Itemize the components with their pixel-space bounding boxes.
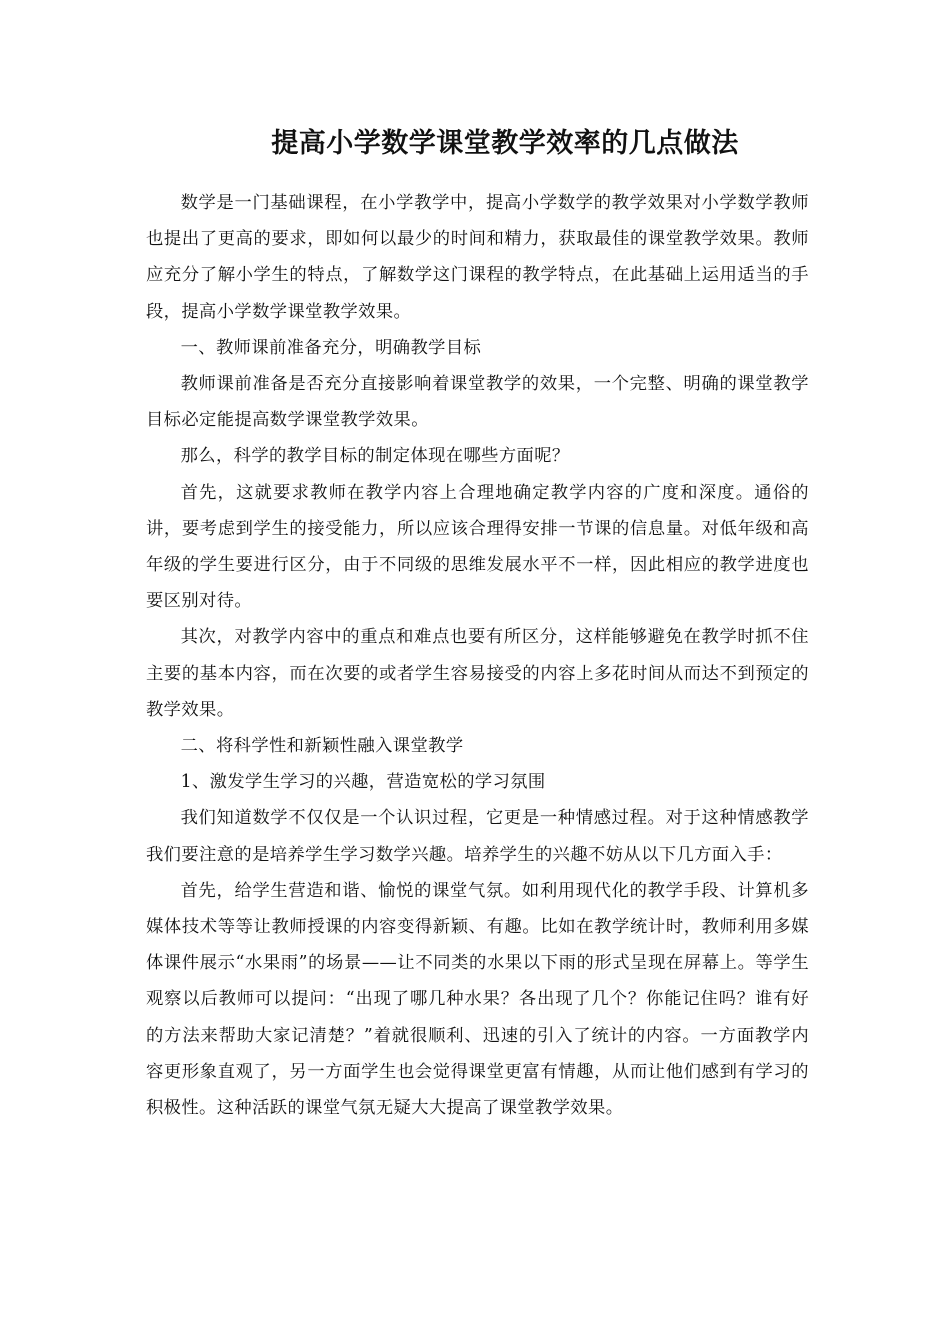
paragraph: 那么，科学的教学目标的制定体现在哪些方面呢？ <box>180 446 570 467</box>
section-heading-1: 一、教师课前准备充分，明确教学目标 <box>180 337 482 358</box>
subsection-heading-1: 1、激发学生学习的兴趣，营造宽松的学习氛围 <box>180 772 546 793</box>
paragraph: 教师课前准备是否充分直接影响着课堂教学的效果，一个完整、明确的课堂教学目标必定能提高数学课堂教学效果。 <box>146 374 809 431</box>
paragraph: 其次，对教学内容中的重点和难点也要有所区分，这样能够避免在教学时抓不住主要的基本内容，而在次要的或者学生容易接受的内容上多花时间从而达不到预定的教学效果。 <box>146 627 809 720</box>
section-heading-2: 二、将科学性和新颖性融入课堂教学 <box>180 736 464 757</box>
document-body <box>146 185 809 1126</box>
paragraph-intro: 数学是一门基础课程，在小学教学中，提高小学数学的教学效果对小学数学教师也提出了更高的要求，即如何以最少的时间和精力，获取最佳的课堂教学效果。教师应充分了解小学生的特点，了解数学这门课程的教学特点，在此基础上运用适当的手段，提高小学数学课堂教学效果。 <box>146 193 809 322</box>
paragraph: 首先，给学生营造和谐、愉悦的课堂气氛。如利用现代化的教学手段、计算机多媒体技术等等让教师授课的内容变得新颖、有趣。比如在教学统计时，教师利用多媒体课件展示“水果雨”的场景——让不同类的水果以下雨的形式呈现在屏幕上。等学生观察以后教师可以提问：“出现了哪几种水果？各出现了几个？你能记住吗？谁有好的方法来帮助大家记清楚？”着就很顺利、迅速的引入了统计的内容。一方面教学内容更形象直观了，另一方面学生也会觉得课堂更富有情趣，从而让他们感到有学习的积极性。这种活跃的课堂气氛无疑大大提高了课堂教学效果。 <box>146 880 809 1119</box>
paragraph: 我们知道数学不仅仅是一个认识过程，它更是一种情感过程。对于这种情感教学我们要注意的是培养学生学习数学兴趣。培养学生的兴趣不妨从以下几方面入手： <box>146 808 809 865</box>
document-title: 提高小学数学课堂教学效率的几点做法 <box>271 128 739 159</box>
paragraph: 首先，这就要求教师在教学内容上合理地确定教学内容的广度和深度。通俗的讲，要考虑到学生的接受能力，所以应该合理得安排一节课的信息量。对低年级和高年级的学生要进行区分，由于不同级的思维发展水平不一样，因此相应的教学进度也要区别对待。 <box>146 482 809 612</box>
